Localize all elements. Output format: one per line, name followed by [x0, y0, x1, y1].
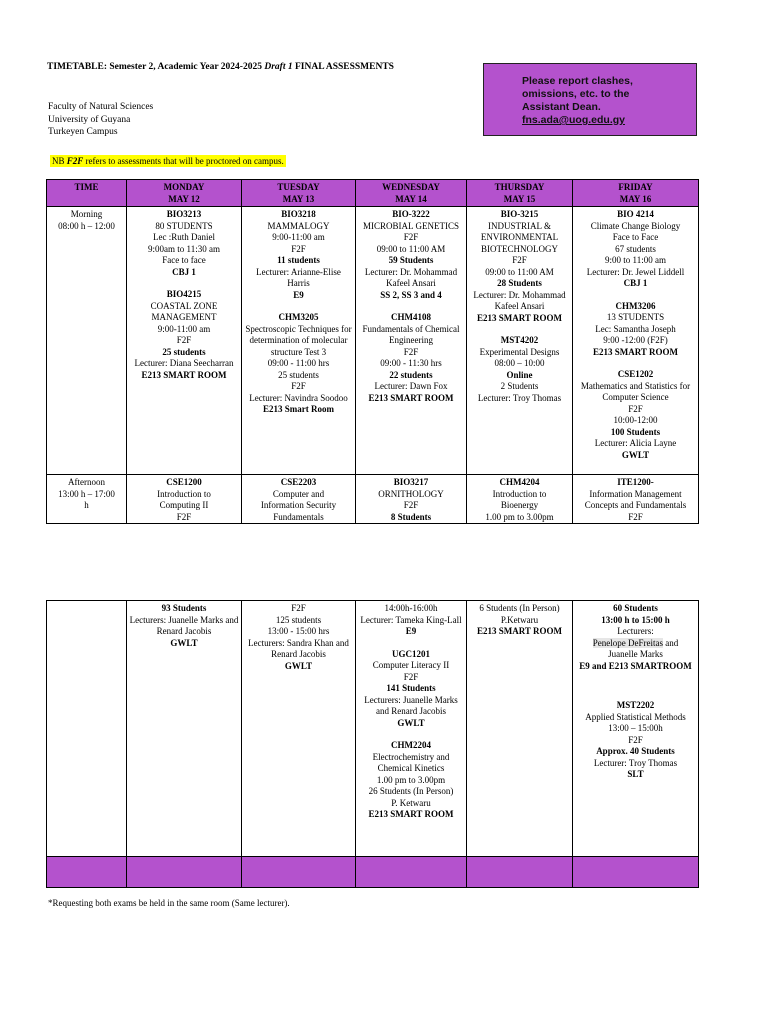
notice-line: omissions, etc. to the	[522, 88, 630, 100]
footer-row	[47, 857, 699, 888]
document-title: TIMETABLE: Semester 2, Academic Year 2024-2025 Draft 1 FINAL ASSESSMENTS	[47, 62, 394, 72]
timetable-part-1	[46, 179, 699, 524]
faculty-address	[48, 101, 153, 139]
f2f-note: NB F2F refers to assessments that will be proctored on campus.	[52, 156, 284, 166]
friday-morning-cell: BIO 4214 Climate Change Biology Face to Face 67 students 9:00 to 11:00 am Lecturer: Dr. Jewel Liddell CBJ 1 CHM3206 13 STUDENTS Lec: Samantha Joseph 9:00 -12:00 (F2F) E213 SMART ROOM CSE1202 Mathematics and Statistics for Computer Science F2F 10:00-12:00 100 Students Lecturer: Alicia Layne GWLT	[573, 207, 699, 475]
friday-afternoon-cell-continued: 60 Students 13:00 h to 15:00 h Lecturers: Penelope DeFreitas and Juanelle Marks E9 and E213 SMARTROOM MST2202 Applied Statistical Methods 13:00 – 15:00h F2F Approx. 40 Students Lecturer: Troy Thomas SLT	[573, 601, 699, 857]
morning-time-cell: Morning 08:00 h – 12:00	[47, 207, 127, 475]
monday-afternoon-cell: CSE1200 Introduction to Computing II F2F	[127, 475, 242, 524]
thursday-morning-cell: BIO-3215 INDUSTRIAL & ENVIRONMENTAL BIOTECHNOLOGY F2F 09:00 to 11:00 AM 28 Students Lecturer: Dr. Mohammad Kafeel Ansari E213 SMART ROOM MST4202 Experimental Designs 08:00 – 10:00 Online 2 Students Lecturer: Troy Thomas	[467, 207, 573, 475]
wednesday-morning-cell: BIO-3222 MICROBIAL GENETICS F2F 09:00 to 11:00 AM 59 Students Lecturer: Dr. Mohammad Kafeel Ansari SS 2, SS 3 and 4 CHM4108 Fundamentals of Chemical Engineering F2F 09:00 - 11:30 hrs 22 students Lecturer: Dawn Fox E213 SMART ROOM	[356, 207, 467, 475]
header-row	[47, 180, 699, 207]
thursday-afternoon-cell: CHM4204 Introduction to Bioenergy 1.00 pm to 3.00pm	[467, 475, 573, 524]
time-header: TIME	[47, 180, 127, 207]
faculty-name: Faculty of Natural Sciences	[48, 102, 154, 112]
thursday-afternoon-cell-continued: 6 Students (In Person) P.Ketwaru E213 SMART ROOM	[467, 601, 573, 857]
day-header-friday: FRIDAY MAY 16	[573, 180, 699, 207]
day-header-wednesday: WEDNESDAY MAY 14	[356, 180, 467, 207]
wednesday-afternoon-cell-continued: 14:00h-16:00h Lecturer: Tameka King-Lall E9 UGC1201 Computer Literacy II F2F 141 Students Lecturers: Juanelle Marks and Renard Jacobis GWLT CHM2204 Electrochemistry and Chemical Kinetics 1.00 pm to 3.00pm 26 Students (In Person) P. Ketwaru E213 SMART ROOM	[356, 601, 467, 857]
campus-name: Turkeyen Campus	[48, 127, 118, 137]
day-header-tuesday: TUESDAY MAY 13	[242, 180, 356, 207]
notice-email-link[interactable]: fns.ada@uog.edu.gy	[522, 114, 625, 126]
afternoon-row-continued	[47, 601, 699, 857]
footnote: *Requesting both exams be held in the same room (Same lecturer).	[48, 898, 290, 908]
clash-notice-box	[483, 63, 697, 136]
footer-cell	[242, 857, 356, 888]
tuesday-afternoon-cell: CSE2203 Computer and Information Security Fundamentals	[242, 475, 356, 524]
footer-cell	[573, 857, 699, 888]
wednesday-afternoon-cell: BIO3217 ORNITHOLOGY F2F 8 Students	[356, 475, 467, 524]
monday-morning-cell: BIO3213 80 STUDENTS Lec :Ruth Daniel 9:00am to 11:30 am Face to face CBJ 1 BIO4215 COASTAL ZONE MANAGEMENT 9:00-11:00 am F2F 25 students Lecturer: Diana Seecharran E213 SMART ROOM	[127, 207, 242, 475]
friday-afternoon-cell: ITE1200- Information Management Concepts and Fundamentals F2F	[573, 475, 699, 524]
notice-line: Please report clashes,	[522, 75, 633, 87]
afternoon-row-top	[47, 475, 699, 524]
day-header-thursday: THURSDAY MAY 15	[467, 180, 573, 207]
notice-line: Assistant Dean.	[522, 101, 601, 113]
afternoon-time-cell: Afternoon 13:00 h – 17:00 h	[47, 475, 127, 524]
tuesday-afternoon-cell-continued: F2F 125 students 13:00 - 15:00 hrs Lecturers: Sandra Khan and Renard Jacobis GWLT	[242, 601, 356, 857]
footer-cell	[356, 857, 467, 888]
afternoon-time-cell-continued	[47, 601, 127, 857]
day-header-monday: MONDAY MAY 12	[127, 180, 242, 207]
tuesday-morning-cell: BIO3218 MAMMALOGY 9:00-11:00 am F2F 11 students Lecturer: Arianne-Elise Harris E9 CHM3205 Spectroscopic Techniques for determination of molecular structure Test 3 09:00 - 11:00 hrs 25 students F2F Lecturer: Navindra Soodoo E213 Smart Room	[242, 207, 356, 475]
university-name: University of Guyana	[48, 114, 131, 125]
timetable-part-2	[46, 600, 699, 888]
footer-cell	[127, 857, 242, 888]
morning-row	[47, 207, 699, 475]
footer-cell	[47, 857, 127, 888]
footer-cell	[467, 857, 573, 888]
monday-afternoon-cell-continued: 93 Students Lecturers: Juanelle Marks and Renard Jacobis GWLT	[127, 601, 242, 857]
